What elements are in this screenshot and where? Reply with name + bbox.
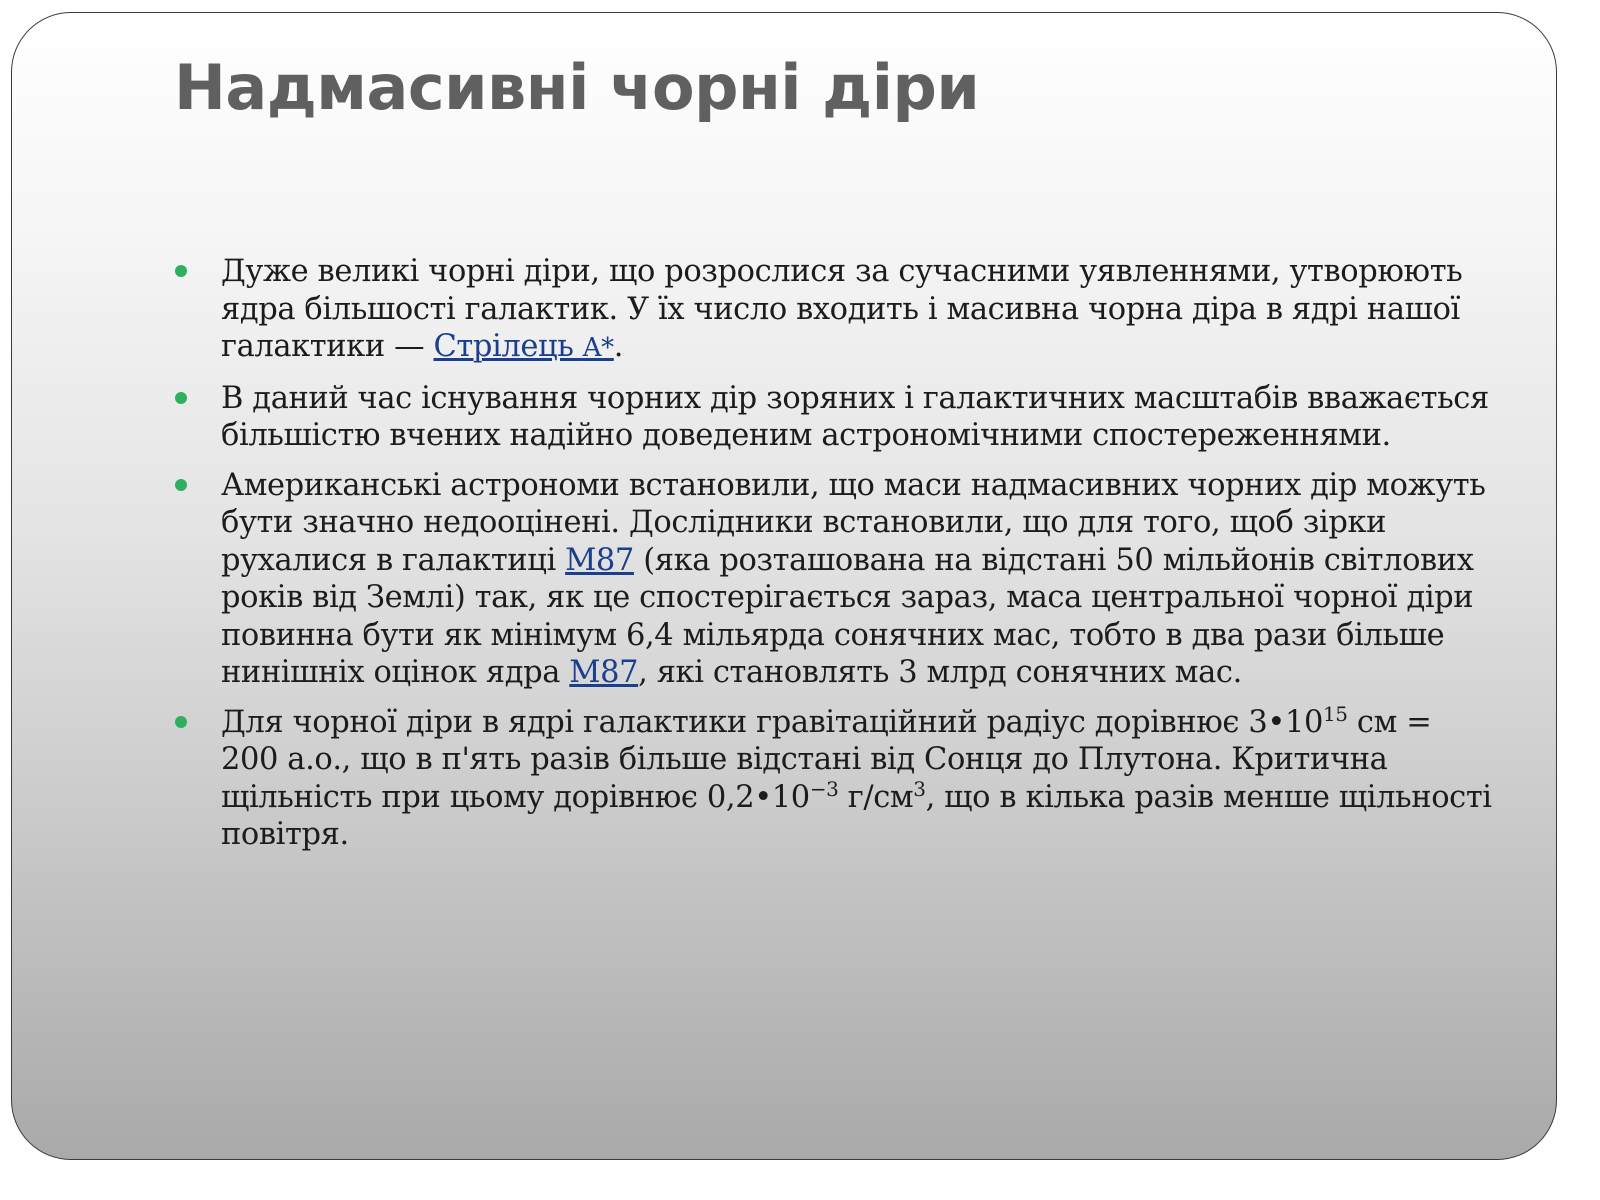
superscript: −3 [809, 776, 839, 801]
bullet-text: . [613, 329, 623, 364]
bullet-item [174, 467, 1494, 692]
superscript: 3 [913, 776, 926, 801]
bullet-dot-icon [175, 392, 187, 404]
bullet-text: (яка розташована на відстані 50 мільйонів світлових років від Землі) так, як це спостерігається зараз, маса центральної чорної діри повинна бути як мінімум 6,4 мільярда сонячних мас, тобто в два рази більше нинішніх оцінок ядра [221, 542, 1474, 690]
bullet-text: , які становлять 3 млрд сонячних мас. [638, 655, 1242, 690]
bullet-item [174, 380, 1494, 455]
link-sagittarius-a[interactable] [433, 329, 613, 364]
link-text: Стрілець [433, 329, 583, 364]
link-text-small: A* [582, 333, 614, 363]
bullet-text: г/см [838, 779, 914, 815]
bullet-dot-icon [175, 265, 187, 277]
bullet-text: В даний час існування чорних дір зоряних і галактичних масштабів вважається більшістю вчених надійно доведеним астрономічними спостереженнями. [221, 380, 1489, 453]
bullet-item [174, 253, 1494, 368]
slide-title: Надмасивні чорні діри [174, 51, 980, 124]
bullet-item [174, 701, 1494, 854]
bullet-list [174, 253, 1494, 866]
bullet-text: Дуже великі чорні діри, що розрослися за сучасними уявленнями, утворюють ядра більшості галактик. У їх число входить і масивна чорна діра в ядрі нашої галактики — [221, 254, 1463, 364]
bullet-text: Для чорної діри в ядрі галактики гравітаційний радіус дорівнює 3•10 [221, 704, 1323, 740]
bullet-text: Американські астрономи встановили, що маси надмасивних чорних дір можуть бути значно недооцінені. Дослідники встановили, що для того, щоб зірки рухалися в галактиці [221, 467, 1486, 578]
link-m87[interactable]: M87 [565, 542, 634, 578]
bullet-text: , що в кілька разів менше щільності повітря. [221, 779, 1492, 852]
bullet-text: см = 200 а.о., що в п'ять разів більше відстані від Сонця до Плутона. Критична щільність при цьому дорівнює 0,2•10 [221, 704, 1432, 815]
link-m87[interactable]: M87 [569, 655, 639, 690]
superscript: 15 [1322, 701, 1348, 726]
bullet-dot-icon [175, 716, 187, 728]
slide [11, 12, 1557, 1160]
bullet-dot-icon [175, 479, 187, 491]
